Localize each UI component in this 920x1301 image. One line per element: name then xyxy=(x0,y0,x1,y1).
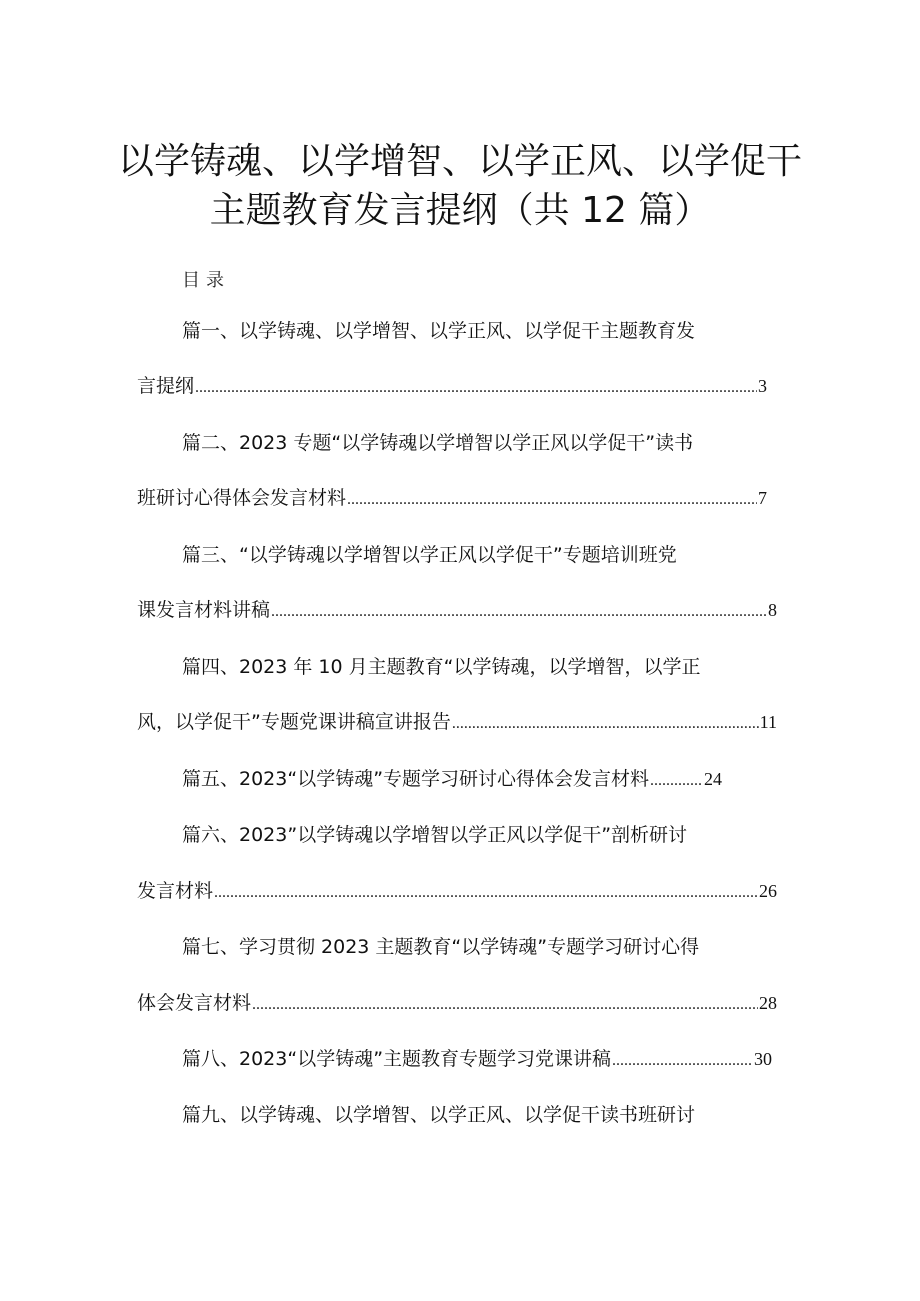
toc-entry-3-line-2: 课发言材料讲稿 xyxy=(137,599,271,621)
document-title-line-2: 主题教育发言提纲（共 12 篇） xyxy=(209,190,711,231)
toc-entry-1-line-2: 言提纲 xyxy=(137,375,195,397)
toc-entry-2[interactable] xyxy=(137,486,767,510)
toc-entry-7-line-1: 篇七、学习贯彻 2023 主题教育“以学铸魂”专题学习研讨心得 xyxy=(182,936,700,958)
toc-leader-dots xyxy=(452,714,759,734)
toc-entry-1[interactable] xyxy=(137,374,767,398)
toc-entry-4-line-2: 风，以学促干”专题党课讲稿宣讲报告 xyxy=(137,711,451,733)
toc-entry-7-line-2: 体会发言材料 xyxy=(137,992,252,1014)
toc-entry-2-page: 7 xyxy=(758,488,767,508)
toc-entry-8-line-2: 篇八、2023“以学铸魂”主题教育专题学习党课讲稿 xyxy=(182,1048,612,1070)
toc-entry-1-line-1: 篇一、以学铸魂、以学增智、以学正风、以学促干主题教育发 xyxy=(182,320,696,342)
toc-heading: 目录 xyxy=(182,270,230,291)
toc-entry-2-line-2: 班研讨心得体会发言材料 xyxy=(137,487,347,509)
toc-entry-9-line-1[interactable]: 篇九、以学铸魂、以学增智、以学正风、以学促干读书班研讨 xyxy=(182,1104,696,1126)
document-title-line-1: 以学铸魂、以学增智、以学正风、以学促干 xyxy=(117,141,802,182)
toc-leader-dots xyxy=(347,490,757,510)
toc-entry-1-page: 3 xyxy=(758,376,767,396)
toc-entry-4[interactable] xyxy=(137,710,777,734)
toc-leader-dots xyxy=(214,883,758,903)
toc-entry-5-page: 24 xyxy=(704,769,722,789)
toc-entry-6-page: 26 xyxy=(759,881,777,901)
toc-entry-6[interactable] xyxy=(137,879,777,903)
toc-entry-6-line-2: 发言材料 xyxy=(137,880,214,902)
toc-entry-4-page: 11 xyxy=(759,712,777,732)
toc-entry-8-page: 30 xyxy=(754,1049,772,1069)
toc-entry-3[interactable] xyxy=(137,598,777,622)
toc-leader-dots xyxy=(252,995,758,1015)
toc-entry-5[interactable] xyxy=(182,767,722,791)
toc-entry-2-line-1: 篇二、2023 专题“以学铸魂以学增智以学正风以学促干”读书 xyxy=(182,432,694,454)
toc-entry-7-page: 28 xyxy=(759,993,777,1013)
toc-leader-dots xyxy=(195,378,757,398)
toc-entry-4-line-1: 篇四、2023 年 10 月主题教育“以学铸魂，以学增智，以学正 xyxy=(182,656,701,678)
toc-entry-3-page: 8 xyxy=(768,600,777,620)
toc-entry-7[interactable] xyxy=(137,991,777,1015)
toc-entry-8[interactable] xyxy=(182,1047,772,1071)
toc-leader-dots xyxy=(612,1051,753,1071)
toc-entry-5-line-2: 篇五、2023“以学铸魂”专题学习研讨心得体会发言材料 xyxy=(182,768,650,790)
toc-leader-dots xyxy=(650,771,703,791)
toc-entry-6-line-1: 篇六、2023”以学铸魂以学增智以学正风以学促干”剖析研讨 xyxy=(182,824,688,846)
toc-leader-dots xyxy=(271,602,767,622)
toc-entry-3-line-1: 篇三、“以学铸魂以学增智以学正风以学促干”专题培训班党 xyxy=(182,544,677,566)
